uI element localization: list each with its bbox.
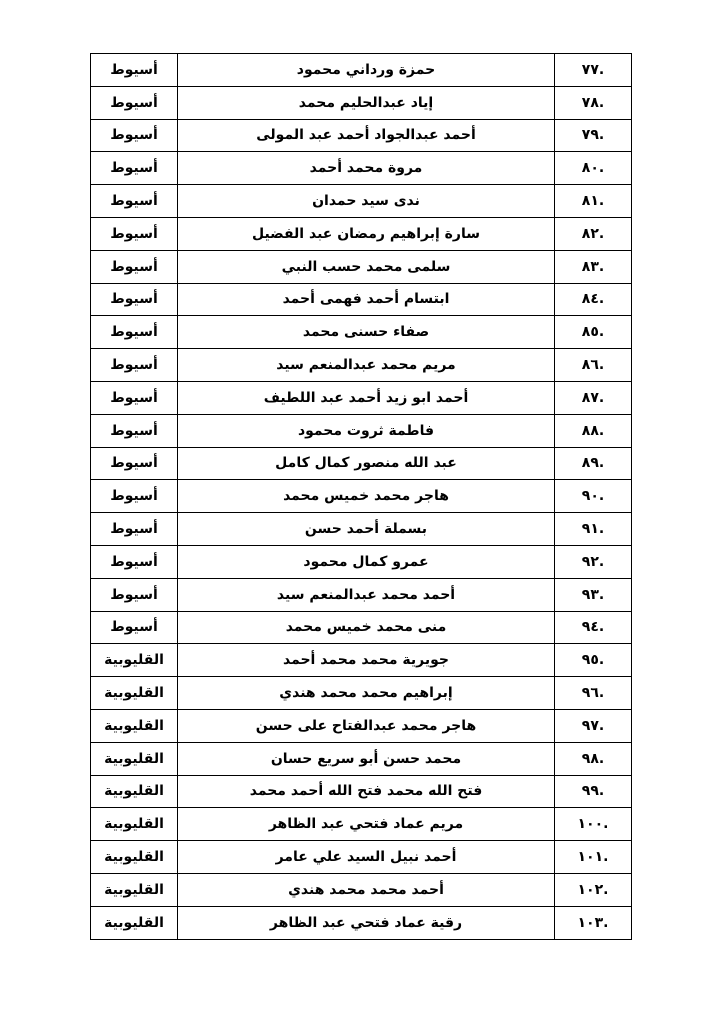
row-number-cell: .٧٩ (555, 119, 632, 152)
row-number-cell: .٩٧ (555, 709, 632, 742)
row-name-cell: محمد حسن أبو سريع حسان (178, 742, 555, 775)
row-number-cell: .١٠٠ (555, 808, 632, 841)
row-number-cell: .٨٠ (555, 152, 632, 185)
row-number-cell: .٩٨ (555, 742, 632, 775)
row-governorate-cell: أسيوط (91, 86, 178, 119)
row-number-cell: .٩٣ (555, 578, 632, 611)
row-name-cell: سارة إبراهيم رمضان عبد الفضيل (178, 217, 555, 250)
table-row (91, 775, 632, 808)
row-number-cell: .٨٣ (555, 250, 632, 283)
table-row (91, 611, 632, 644)
row-number-cell: .٩٤ (555, 611, 632, 644)
row-name-cell: ندى سيد حمدان (178, 185, 555, 218)
row-name-cell: أحمد عبدالجواد أحمد عبد المولى (178, 119, 555, 152)
row-name-cell: رقية عماد فتحي عبد الظاهر (178, 906, 555, 939)
row-governorate-cell: أسيوط (91, 217, 178, 250)
table-row (91, 742, 632, 775)
table-row (91, 808, 632, 841)
row-name-cell: ابتسام أحمد فهمى أحمد (178, 283, 555, 316)
row-name-cell: مروة محمد أحمد (178, 152, 555, 185)
table-row (91, 677, 632, 710)
table-row (91, 480, 632, 513)
row-governorate-cell: أسيوط (91, 578, 178, 611)
row-governorate-cell: أسيوط (91, 54, 178, 87)
row-governorate-cell: أسيوط (91, 480, 178, 513)
row-name-cell: أحمد محمد محمد هندي (178, 873, 555, 906)
row-governorate-cell: أسيوط (91, 545, 178, 578)
row-number-cell: .٨٩ (555, 447, 632, 480)
table-row (91, 86, 632, 119)
row-governorate-cell: أسيوط (91, 447, 178, 480)
row-governorate-cell: القليوبية (91, 873, 178, 906)
row-name-cell: صفاء حسنى محمد (178, 316, 555, 349)
row-governorate-cell: القليوبية (91, 677, 178, 710)
table-row (91, 217, 632, 250)
row-number-cell: .٩١ (555, 513, 632, 546)
row-name-cell: جويرية محمد محمد أحمد (178, 644, 555, 677)
row-number-cell: .٩٩ (555, 775, 632, 808)
row-number-cell: .٩٠ (555, 480, 632, 513)
table-row (91, 578, 632, 611)
row-number-cell: .٩٥ (555, 644, 632, 677)
row-governorate-cell: القليوبية (91, 742, 178, 775)
row-number-cell: .١٠٣ (555, 906, 632, 939)
table-body (91, 54, 632, 940)
row-name-cell: منى محمد خميس محمد (178, 611, 555, 644)
table-row (91, 841, 632, 874)
row-name-cell: عمرو كمال محمود (178, 545, 555, 578)
table-row (91, 873, 632, 906)
row-name-cell: أحمد نبيل السيد علي عامر (178, 841, 555, 874)
row-name-cell: أحمد محمد عبدالمنعم سيد (178, 578, 555, 611)
row-governorate-cell: القليوبية (91, 709, 178, 742)
row-governorate-cell: أسيوط (91, 513, 178, 546)
row-name-cell: حمزة ورداني محمود (178, 54, 555, 87)
table-row (91, 152, 632, 185)
row-number-cell: .١٠٢ (555, 873, 632, 906)
row-governorate-cell: القليوبية (91, 775, 178, 808)
row-number-cell: .٨٢ (555, 217, 632, 250)
row-name-cell: مريم محمد عبدالمنعم سيد (178, 349, 555, 382)
table-row (91, 316, 632, 349)
row-governorate-cell: أسيوط (91, 414, 178, 447)
row-name-cell: إياد عبدالحليم محمد (178, 86, 555, 119)
row-governorate-cell: أسيوط (91, 119, 178, 152)
table-row (91, 250, 632, 283)
row-name-cell: فاطمة ثروت محمود (178, 414, 555, 447)
table-row (91, 349, 632, 382)
row-name-cell: هاجر محمد خميس محمد (178, 480, 555, 513)
row-number-cell: .٨٥ (555, 316, 632, 349)
row-number-cell: .٧٧ (555, 54, 632, 87)
row-governorate-cell: أسيوط (91, 250, 178, 283)
row-name-cell: بسملة أحمد حسن (178, 513, 555, 546)
row-governorate-cell: القليوبية (91, 644, 178, 677)
row-number-cell: .٩٢ (555, 545, 632, 578)
row-number-cell: .٧٨ (555, 86, 632, 119)
row-name-cell: هاجر محمد عبدالفتاح على حسن (178, 709, 555, 742)
table-row (91, 381, 632, 414)
row-governorate-cell: أسيوط (91, 283, 178, 316)
table-row (91, 644, 632, 677)
row-governorate-cell: القليوبية (91, 906, 178, 939)
row-governorate-cell: أسيوط (91, 316, 178, 349)
row-name-cell: مريم عماد فتحي عبد الظاهر (178, 808, 555, 841)
row-governorate-cell: أسيوط (91, 185, 178, 218)
row-number-cell: .٨٧ (555, 381, 632, 414)
table-row (91, 513, 632, 546)
table-row (91, 447, 632, 480)
row-name-cell: فتح الله محمد فتح الله أحمد محمد (178, 775, 555, 808)
row-governorate-cell: أسيوط (91, 611, 178, 644)
row-name-cell: عبد الله منصور كمال كامل (178, 447, 555, 480)
row-number-cell: .٩٦ (555, 677, 632, 710)
row-governorate-cell: أسيوط (91, 349, 178, 382)
table-row (91, 545, 632, 578)
row-governorate-cell: أسيوط (91, 152, 178, 185)
row-name-cell: إبراهيم محمد محمد هندي (178, 677, 555, 710)
table-row (91, 119, 632, 152)
row-governorate-cell: القليوبية (91, 841, 178, 874)
row-governorate-cell: أسيوط (91, 381, 178, 414)
names-table (90, 53, 632, 940)
table-row (91, 283, 632, 316)
table-row (91, 414, 632, 447)
row-name-cell: سلمى محمد حسب النبي (178, 250, 555, 283)
table-row (91, 54, 632, 87)
table-row (91, 185, 632, 218)
row-number-cell: .٨٨ (555, 414, 632, 447)
row-number-cell: .٨١ (555, 185, 632, 218)
row-number-cell: .٨٦ (555, 349, 632, 382)
row-number-cell: .١٠١ (555, 841, 632, 874)
table-row (91, 709, 632, 742)
row-governorate-cell: القليوبية (91, 808, 178, 841)
table-row (91, 906, 632, 939)
row-name-cell: أحمد ابو زيد أحمد عبد اللطيف (178, 381, 555, 414)
row-number-cell: .٨٤ (555, 283, 632, 316)
